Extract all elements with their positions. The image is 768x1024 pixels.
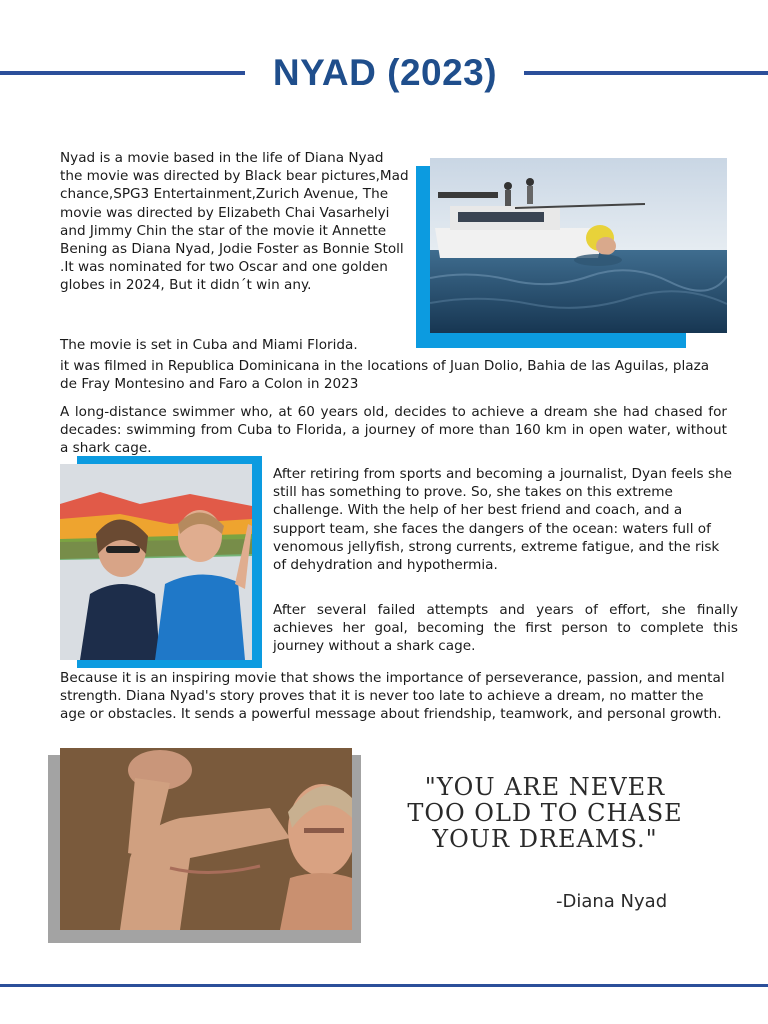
setting-paragraph-line1: The movie is set in Cuba and Miami Florida. xyxy=(60,337,358,353)
flexing-image xyxy=(60,748,352,930)
challenge-paragraph: After retiring from sports and becoming a journalist, Dyan feels she still has something to prove. So, she takes on this extreme challenge. With the help of her best friend and coach, and a support team, she faces the dangers of the ocean: waters full of venomous jellyfish, strong currents, extreme fatigue, and the risk of dehydration and hypothermia. xyxy=(273,466,733,574)
achievement-paragraph: After several failed attempts and years of effort, she finally achieves her goal, becoming the first person to complete this journey without a shark cage. xyxy=(273,602,738,655)
plot-paragraph: A long-distance swimmer who, at 60 years old, decides to achieve a dream she had chased for decades: swimming from Cuba to Florida, a journey of more than 160 km in open water, without a shark cage. xyxy=(60,404,727,457)
quote-author: -Diana Nyad xyxy=(556,891,668,912)
quote-text: "YOU ARE NEVER TOO OLD TO CHASE YOUR DREAMS." xyxy=(407,773,683,853)
page-title: NYAD (2023) xyxy=(272,52,498,93)
header-rule-left xyxy=(0,71,245,75)
intro-paragraph: Nyad is a movie based in the life of Diana Nyad the movie was directed by Black bear pictures,Mad chance,SPG3 Entertainment,Zurich Avenue, The movie was directed by Elizabeth Chai Vasarhelyi and Jimmy Chin the star of the movie it Annette Bening as Diana Nyad, Jodie Foster as Bonnie Stoll .It was nominated for two Oscar and one golden globes in 2024, But it didn´t win any. xyxy=(60,150,409,294)
header-rule-right xyxy=(524,71,768,75)
celebration-image xyxy=(60,464,252,660)
celebration-photo xyxy=(60,464,252,660)
boat-swimmer-photo xyxy=(430,158,727,333)
conclusion-paragraph: Because it is an inspiring movie that shows the importance of perseverance, passion, and mental strength. Diana Nyad's story proves that it is never too late to achieve a dream, no matter the age or obstacles. It sends a powerful message about friendship, teamwork, and personal growth. xyxy=(60,670,725,723)
flexing-photo xyxy=(60,748,352,930)
footer-rule xyxy=(0,984,768,987)
setting-paragraph-line2: it was filmed in Republica Dominicana in the locations of Juan Dolio, Bahia de las Aguilas, plaza de Fray Montesino and Faro a Colon in 2023 xyxy=(60,358,710,393)
boat-swimmer-image xyxy=(430,158,727,333)
